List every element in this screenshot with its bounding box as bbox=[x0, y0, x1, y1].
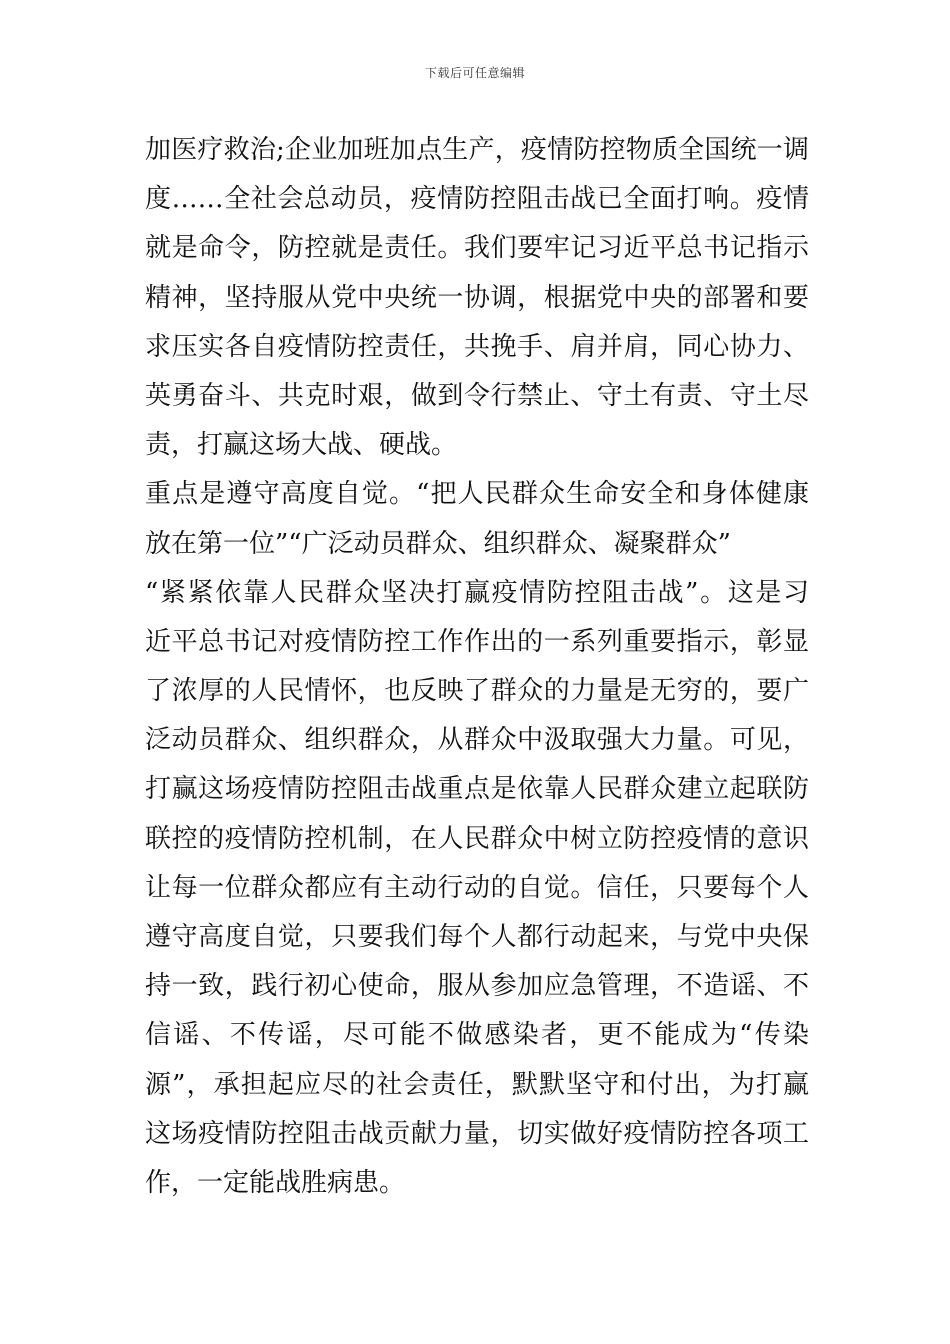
text-line: 源”，承担起应尽的社会责任，默默坚守和付出，为打赢 bbox=[145, 1069, 809, 1100]
text-line: 持一致，践行初心使命，服从参加应急管理，不造谣、不 bbox=[145, 971, 809, 1002]
page-header: 下载后可任意编辑 bbox=[424, 66, 525, 80]
text-line: 遵守高度自觉，只要我们每个人都行动起来，与党中央保 bbox=[145, 922, 809, 952]
text-line: 打赢这场疫情防控阻击战重点是依靠人民群众建立起联防 bbox=[145, 774, 809, 805]
document-body bbox=[145, 126, 809, 1208]
text-line: 加医疗救治;企业加班加点生产，疫情防控物质全国统一调 bbox=[145, 135, 809, 165]
text-line: “紧紧依靠人民群众坚决打赢疫情防控阻击战”。这是习 bbox=[145, 577, 809, 608]
text-line: 责，打赢这场大战、硬战。 bbox=[145, 430, 458, 461]
text-line: 泛动员群众、组织群众，从群众中汲取强大力量。可见， bbox=[145, 725, 809, 756]
text-line: 就是命令，防控就是责任。我们要牢记习近平总书记指示 bbox=[145, 233, 809, 264]
text-line: 让每一位群众都应有主动行动的自觉。信任，只要每个人 bbox=[145, 872, 809, 903]
text-line: 放在第一位”“广泛动员群众、组织群众、凝聚群众” bbox=[145, 528, 731, 559]
text-line: 信谣、不传谣，尽可能不做感染者，更不能成为“传染 bbox=[145, 1020, 809, 1051]
text-line: 重点是遵守高度自觉。“把人民群众生命安全和身体健康 bbox=[145, 479, 809, 510]
text-line: 了浓厚的人民情怀，也反映了群众的力量是无穷的，要广 bbox=[145, 676, 809, 707]
text-line: 联控的疫情防控机制，在人民群众中树立防控疫情的意识 bbox=[145, 823, 809, 854]
text-line: 这场疫情防控阻击战贡献力量，切实做好疫情防控各项工 bbox=[145, 1118, 809, 1149]
paragraph-2 bbox=[145, 470, 809, 1208]
text-line: 作，一定能战胜病患。 bbox=[145, 1167, 406, 1198]
paragraph-1 bbox=[145, 126, 809, 470]
text-line: 精神，坚持服从党中央统一协调，根据党中央的部署和要 bbox=[145, 282, 809, 313]
text-line: 度……全社会总动员，疫情防控阻击战已全面打响。疫情 bbox=[145, 184, 809, 215]
text-line: 近平总书记对疫情防控工作作出的一系列重要指示，彰显 bbox=[145, 626, 809, 657]
text-line: 英勇奋斗、共克时艰，做到令行禁止、守土有责、守土尽 bbox=[145, 380, 809, 411]
text-line: 求压实各自疫情防控责任，共挽手、肩并肩，同心协力、 bbox=[145, 331, 809, 362]
